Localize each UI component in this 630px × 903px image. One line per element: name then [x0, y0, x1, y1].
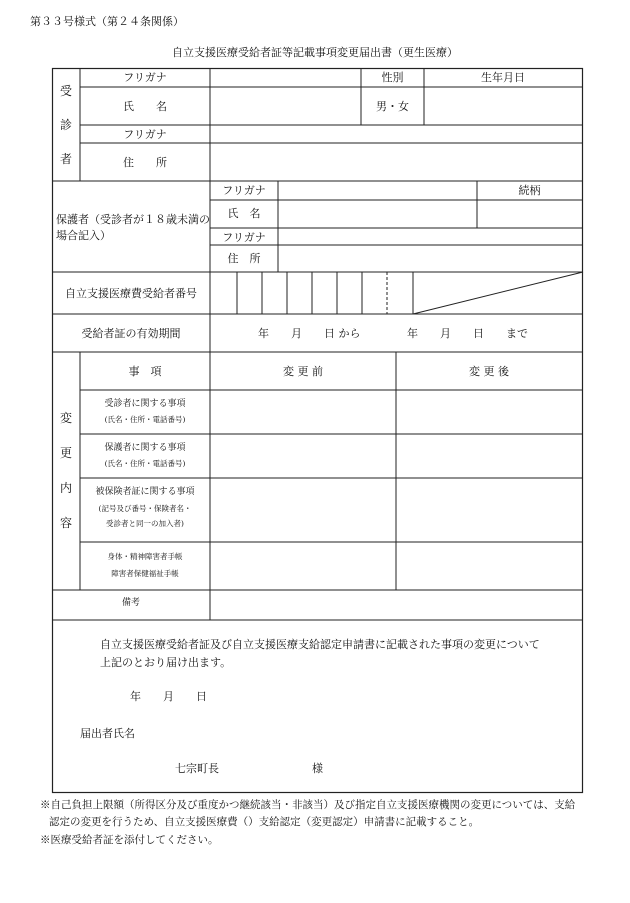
- patient-side-label-3: 者: [60, 152, 73, 166]
- change-row-1-title: 受診者に関する事項: [104, 399, 186, 409]
- change-before-header: 変 更 前: [283, 365, 323, 378]
- declaration-line1: 自立支援医療受給者証及び自立支援医療支給認定申請書に記載された事項の変更について: [100, 638, 540, 651]
- guardian-label-line2: 場合記入）: [56, 229, 111, 242]
- applicant-name-label: 届出者氏名: [80, 727, 135, 740]
- change-row-3-detail2: 受診者と同一の加入者): [106, 519, 184, 528]
- patient-furigana-input[interactable]: [211, 69, 360, 86]
- patient-address-input[interactable]: [211, 144, 582, 180]
- validity-from: 年 月 日 から: [258, 327, 361, 340]
- change-row-4-title: 身体・精神障害者手帳: [107, 552, 183, 561]
- guardian-furigana2-input[interactable]: [279, 229, 582, 244]
- mayor-label: 七宗町長: [175, 762, 219, 775]
- guardian-label-line1: 保護者（受診者が１８歳未満の: [56, 213, 210, 226]
- patient-address-label: 住 所: [123, 156, 167, 169]
- gender-header: 性別: [381, 71, 404, 84]
- guardian-name-input[interactable]: [279, 201, 476, 227]
- remarks-label: 備考: [121, 598, 140, 608]
- form-number: 第３３号様式（第２４条関係）: [30, 15, 184, 28]
- guardian-name-label: 氏 名: [227, 207, 261, 220]
- declaration-date: 年 月 日: [130, 690, 207, 703]
- note-2: ※医療受給者証を添付してください。: [40, 834, 219, 846]
- change-row-1-detail: (氏名・住所・電話番号): [104, 415, 186, 424]
- recipient-number-label: 自立支援医療費受給者番号: [65, 287, 197, 300]
- patient-name-label: 氏 名: [123, 100, 167, 113]
- patient-name-input[interactable]: [211, 88, 360, 124]
- guardian-address-input[interactable]: [279, 246, 582, 271]
- note-1-line1: ※自己負担上限額（所得区分及び重度かつ継続該当・非該当）及び指定自立支援医療機関の変更については、支給: [40, 799, 576, 811]
- change-row-4-detail: 障害者保健福祉手帳: [111, 569, 179, 578]
- patient-side-label-2: 診: [60, 118, 73, 132]
- change-row-3-title: 被保険者証に関する事項: [95, 487, 195, 497]
- guardian-furigana-label: フリガナ: [222, 184, 266, 197]
- relationship-input[interactable]: [478, 201, 582, 227]
- changes-side-label-4: 容: [60, 516, 73, 530]
- mayor-sama: 様: [312, 762, 323, 775]
- change-row-2-detail: (氏名・住所・電話番号): [104, 459, 186, 468]
- changes-side-label-2: 更: [60, 446, 73, 460]
- declaration-line2: 上記のとおり届け出ます。: [100, 656, 232, 669]
- gender-value[interactable]: 男・女: [376, 100, 409, 113]
- relationship-header: 続柄: [518, 184, 541, 197]
- guardian-furigana-input[interactable]: [279, 182, 476, 199]
- patient-furigana2-label: フリガナ: [123, 128, 167, 141]
- guardian-address-label: 住 所: [227, 252, 261, 265]
- note-1-line2: 認定の変更を行うため、自立支援医療費（）支給認定（変更認定）申請書に記載すること。: [49, 816, 480, 828]
- change-item-header: 事 項: [128, 365, 162, 378]
- change-row-3-detail: (記号及び番号・保険者名・: [98, 504, 192, 513]
- guardian-furigana2-label: フリガナ: [222, 231, 266, 244]
- patient-furigana-label: フリガナ: [123, 71, 167, 84]
- birthdate-header: 生年月日: [481, 71, 525, 84]
- change-row-2-title: 保護者に関する事項: [104, 443, 186, 453]
- changes-side-label-3: 内: [60, 481, 73, 495]
- validity-to: 年 月 日 まで: [407, 327, 528, 340]
- changes-side-label-1: 変: [60, 411, 73, 425]
- validity-label: 受給者証の有効期間: [81, 327, 181, 340]
- change-after-header: 変 更 後: [469, 365, 509, 378]
- patient-side-label-1: 受: [60, 84, 73, 98]
- birthdate-input[interactable]: [425, 88, 582, 124]
- document-title: 自立支援医療受給者証等記載事項変更届出書（更生医療）: [172, 46, 458, 59]
- patient-furigana2-input[interactable]: [211, 126, 582, 142]
